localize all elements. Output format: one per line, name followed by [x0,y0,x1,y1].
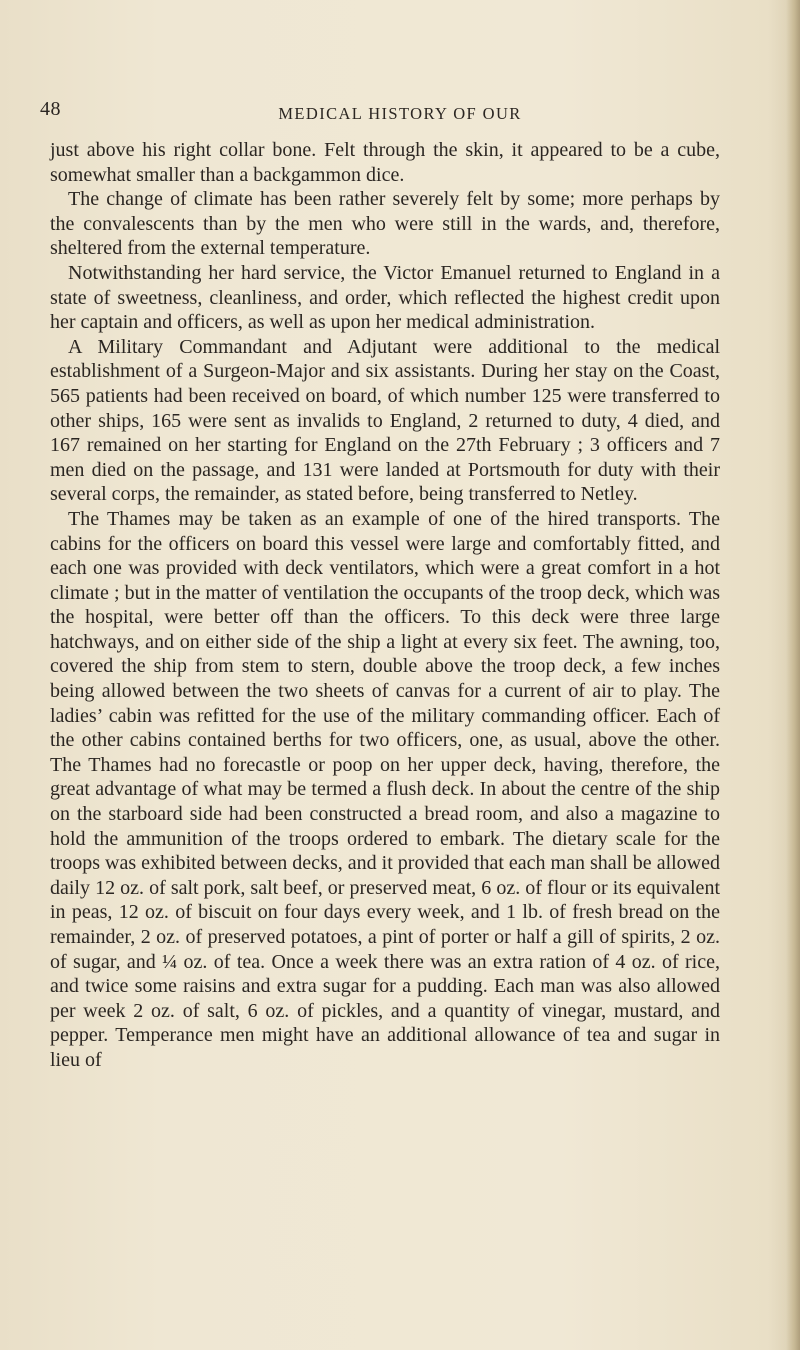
running-title: MEDICAL HISTORY OF OUR [278,104,522,123]
body-text [50,138,720,1073]
paragraph-continued: just above his right collar bone. Felt through the skin, it appeared to be a cube, somewhat smaller than a backgammon dice. [50,139,720,186]
paragraph-military-commandant: A Military Commandant and Adjutant were additional to the medical establishment of a Surgeon-Major and six assistants. During her stay on the Coast, 565 patients had been received on board, of which number 125 were transferred to other ships, 165 were sent as invalids to England, 2 returned to duty, 4 died, and 167 remained on her starting for England on the 27th February ; 3 officers and 7 men died on the passage, and 131 were landed at Portsmouth for duty with their several corps, the remainder, as stated before, being transferred to Netley. [50,335,720,506]
page-edge-shadow [786,0,800,1350]
page-number: 48 [40,98,61,120]
paragraph-victor-emanuel: Notwithstanding her hard service, the Victor Emanuel returned to England in a state of sweetness, cleanliness, and order, which reflected the highest credit upon her captain and officers, as well as upon her medical administration. [50,261,720,334]
paragraph-climate: The change of climate has been rather severely felt by some; more perhaps by the convalescents than by the men who were still in the wards, and, therefore, sheltered from the external temperature. [50,188,720,260]
paragraph-thames: The Thames may be taken as an example of one of the hired transports. The cabins for the officers on board this vessel were large and comfortably fitted, and each one was provided with deck ventilators, which were a great comfort in a hot climate ; but in the matter of ventilation the occupants of the troop deck, which was the hospital, were better off than the officers. To this deck were three large hatchways, and on either side of the ship a light at every six feet. The awning, too, covered the ship from stem to stern, double above the troop deck, a few inches being allowed between the two sheets of canvas for a current of air to play. The ladies’ cabin was refitted for the use of the military commanding officer. Each of the other cabins contained berths for two officers, one, as usual, above the other. The Thames had no forecastle or poop on her upper deck, having, therefore, the great advantage of what may be termed a flush deck. In about the centre of the ship on the starboard side had been constructed a bread room, and also a magazine to hold the ammunition of the troops ordered to embark. The dietary scale for the troops was exhibited between decks, and it provided that each man shall be allowed daily 12 oz. of salt pork, salt beef, or preserved meat, 6 oz. of flour or its equivalent in peas, 12 oz. of biscuit on four days every week, and 1 lb. of fresh bread on the remainder, 2 oz. of preserved potatoes, a pint of porter or half a gill of spirits, 2 oz. of sugar, and ¼ oz. of tea. Once a week there was an extra ration of 4 oz. of rice, and twice some raisins and extra sugar for a pudding. Each man was also allowed per week 2 oz. of salt, 6 oz. of pickles, and a quantity of vinegar, mustard, and pepper. Temperance men might have an additional allowance of tea and sugar in lieu of [50,507,720,1071]
